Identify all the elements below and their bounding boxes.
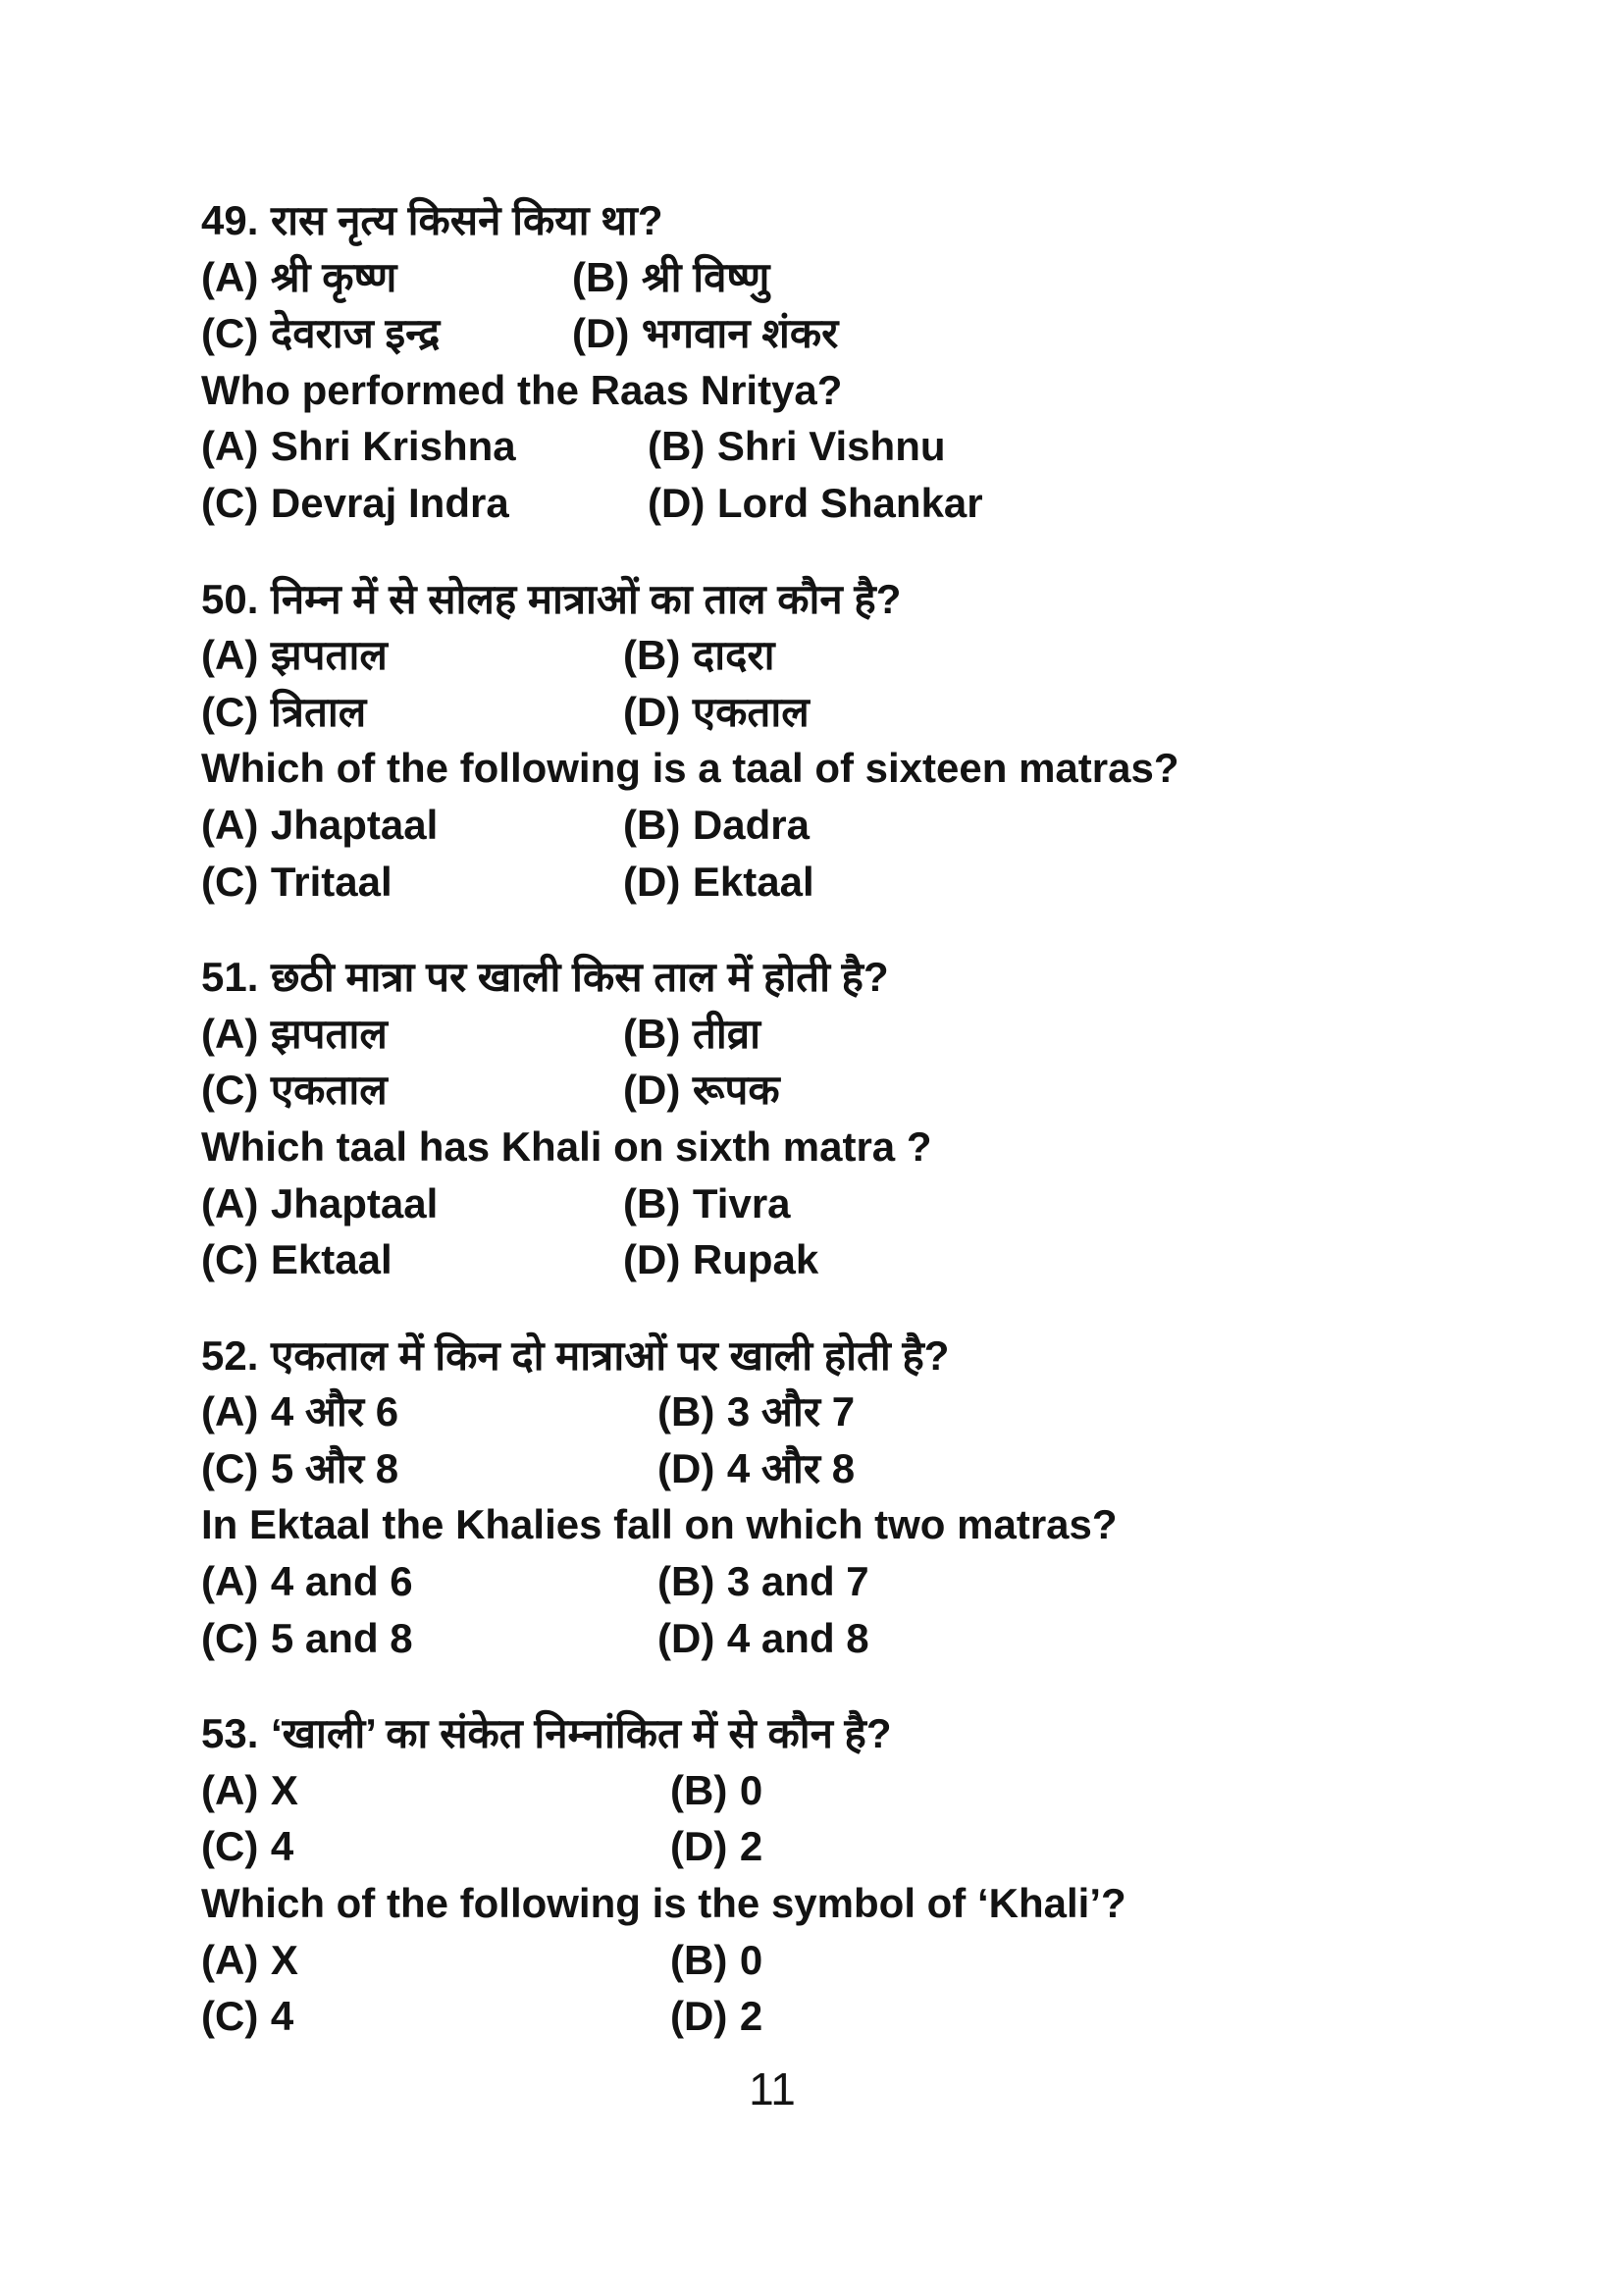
question-number: 49.: [201, 197, 259, 243]
options-row-english: [201, 1932, 1506, 1989]
option-key: (C): [201, 479, 259, 526]
option-b-english: [623, 797, 810, 854]
option-key: (C): [201, 310, 259, 357]
option-text: 3 and 7: [726, 1558, 869, 1605]
options-row-english: [201, 418, 1506, 475]
option-d-hindi: [623, 684, 810, 741]
option-key: (B): [572, 253, 630, 300]
option-text: 0: [739, 1936, 763, 1983]
option-key: (A): [201, 632, 259, 679]
option-key: (B): [623, 1179, 681, 1226]
option-text: 4: [270, 1823, 294, 1870]
options-row-english: [201, 797, 1506, 854]
question-text-hindi: ‘खाली’ का संकेत निम्नांकित में से कौन है?: [270, 1710, 892, 1757]
option-key: (B): [623, 1010, 681, 1057]
option-text: Tritaal: [270, 858, 392, 905]
option-key: (D): [623, 1067, 681, 1114]
option-key: (D): [648, 479, 706, 526]
option-text: देवराज इन्द्र: [270, 310, 441, 357]
option-key: (C): [201, 1067, 259, 1114]
options-row-hindi: [201, 684, 1506, 741]
question-heading-hindi: [201, 571, 1506, 628]
option-key: (A): [201, 1010, 259, 1057]
question-heading-english: In Ektaal the Khalies fall on which two matras?: [201, 1501, 1118, 1548]
option-key: (A): [201, 1388, 259, 1435]
option-text: Dadra: [692, 801, 810, 848]
option-d-english: [670, 1988, 762, 2045]
options-row-english: [201, 1175, 1506, 1232]
option-text: 4 और 6: [270, 1388, 399, 1435]
option-d-english: [623, 1231, 818, 1288]
option-key: (A): [201, 801, 259, 848]
question-block-50: [201, 571, 1506, 911]
option-b-hindi: [572, 249, 769, 306]
option-text: एकताल: [692, 688, 810, 735]
option-b-english: [670, 1932, 762, 1989]
question-heading-hindi: [201, 1328, 1506, 1384]
option-a-hindi: [201, 249, 572, 306]
options-row-hindi: [201, 1006, 1506, 1063]
options-row-english: [201, 475, 1506, 532]
option-c-hindi: [201, 1062, 623, 1119]
option-key: (C): [201, 688, 259, 735]
option-c-english: [201, 1231, 623, 1288]
option-key: (C): [201, 1444, 259, 1491]
option-text: भगवान शंकर: [641, 310, 839, 357]
option-d-hindi: [657, 1440, 855, 1497]
option-b-english: [623, 1175, 791, 1232]
option-key: (B): [623, 632, 681, 679]
option-a-hindi: [201, 1762, 670, 1819]
options-row-english: [201, 854, 1506, 911]
question-heading-english: Which taal has Khali on sixth matra ?: [201, 1122, 932, 1170]
option-key: (D): [623, 1236, 681, 1283]
options-row-hindi: [201, 1440, 1506, 1497]
option-text: Shri Krishna: [270, 423, 516, 470]
option-key: (C): [201, 1614, 259, 1661]
option-key: (A): [201, 1766, 259, 1813]
option-key: (B): [657, 1388, 715, 1435]
option-key: (A): [201, 1558, 259, 1605]
option-text: Ektaal: [692, 858, 814, 905]
question-block-51: [201, 949, 1506, 1288]
page-content: [201, 192, 1506, 2084]
option-c-hindi: [201, 1440, 657, 1497]
option-c-english: [201, 854, 623, 911]
options-row-english: [201, 1231, 1506, 1288]
option-key: (B): [648, 423, 706, 470]
question-text-hindi: एकताल में किन दो मात्राओं पर खाली होती है?: [270, 1331, 950, 1379]
option-text: 2: [739, 1823, 763, 1870]
option-key: (B): [623, 801, 681, 848]
option-text: 4 and 6: [270, 1558, 413, 1605]
options-row-hindi: [201, 249, 1506, 306]
option-text: झपताल: [270, 632, 388, 679]
question-heading-english: Which of the following is a taal of sixteen matras?: [201, 745, 1179, 792]
question-number: 50.: [201, 575, 259, 622]
option-text: 4 और 8: [726, 1444, 856, 1491]
option-text: झपताल: [270, 1010, 388, 1057]
option-c-english: [201, 1988, 670, 2045]
option-key: (B): [657, 1558, 715, 1605]
option-c-english: [201, 1610, 657, 1667]
option-text: Ektaal: [270, 1236, 392, 1283]
option-key: (B): [670, 1936, 728, 1983]
question-text-hindi: रास नृत्य किसने किया था?: [270, 197, 663, 243]
page-number: 11: [749, 2063, 796, 2114]
option-text: श्री कृष्ण: [270, 253, 397, 300]
option-a-english: [201, 1175, 623, 1232]
options-row-english: [201, 1988, 1506, 2045]
question-text-hindi: निम्न में से सोलह मात्राओं का ताल कौन है?: [270, 575, 902, 622]
option-a-english: [201, 1553, 657, 1610]
option-b-hindi: [623, 1006, 760, 1063]
option-key: (D): [623, 688, 681, 735]
option-text: 5 और 8: [270, 1444, 399, 1491]
options-row-hindi: [201, 305, 1506, 362]
option-key: (A): [201, 1936, 259, 1983]
question-block-52: [201, 1328, 1506, 1667]
option-text: दादरा: [692, 632, 775, 679]
option-text: 3 और 7: [726, 1388, 856, 1435]
question-heading-english: Who performed the Raas Nritya?: [201, 366, 843, 413]
option-b-hindi: [670, 1762, 762, 1819]
question-number: 53.: [201, 1710, 259, 1757]
option-key: (D): [670, 1823, 728, 1870]
question-heading-hindi: [201, 949, 1506, 1006]
question-heading-hindi: [201, 1705, 1506, 1762]
option-key: (D): [670, 1993, 728, 2040]
option-key: (A): [201, 423, 259, 470]
option-c-hindi: [201, 305, 572, 362]
option-text: 5 and 8: [270, 1614, 413, 1661]
option-key: (D): [623, 858, 681, 905]
question-text-hindi: छठी मात्रा पर खाली किस ताल में होती है?: [270, 954, 889, 1001]
question-block-49: [201, 192, 1506, 532]
option-a-hindi: [201, 1006, 623, 1063]
option-d-hindi: [670, 1818, 762, 1875]
option-text: श्री विष्णु: [641, 253, 770, 300]
question-block-53: [201, 1705, 1506, 2045]
option-text: 4: [270, 1993, 294, 2040]
option-c-hindi: [201, 684, 623, 741]
options-row-hindi: [201, 627, 1506, 684]
option-b-hindi: [623, 627, 774, 684]
options-row-hindi: [201, 1062, 1506, 1119]
option-key: (A): [201, 253, 259, 300]
option-a-english: [201, 797, 623, 854]
option-key: (D): [657, 1614, 715, 1661]
option-text: Tivra: [692, 1179, 791, 1226]
question-number: 52.: [201, 1331, 259, 1379]
option-key: (C): [201, 1236, 259, 1283]
option-d-hindi: [623, 1062, 780, 1119]
option-a-hindi: [201, 1383, 657, 1440]
option-b-hindi: [657, 1383, 855, 1440]
option-text: 4 and 8: [726, 1614, 869, 1661]
option-text: एकताल: [270, 1067, 388, 1114]
option-key: (C): [201, 1823, 259, 1870]
option-b-english: [657, 1553, 869, 1610]
option-key: (C): [201, 1993, 259, 2040]
option-key: (A): [201, 1179, 259, 1226]
option-text: Devraj Indra: [270, 479, 509, 526]
option-text: X: [270, 1766, 298, 1813]
option-text: Shri Vishnu: [716, 423, 946, 470]
option-a-english: [201, 1932, 670, 1989]
option-text: त्रिताल: [270, 688, 367, 735]
question-number: 51.: [201, 954, 259, 1001]
option-d-english: [657, 1610, 869, 1667]
option-text: Rupak: [692, 1236, 819, 1283]
option-key: (C): [201, 858, 259, 905]
options-row-hindi: [201, 1383, 1506, 1440]
option-a-english: [201, 418, 648, 475]
option-key: (D): [657, 1444, 715, 1491]
option-key: (D): [572, 310, 630, 357]
options-row-hindi: [201, 1818, 1506, 1875]
question-heading-hindi: [201, 192, 1506, 249]
option-text: Jhaptaal: [270, 1179, 439, 1226]
option-text: रूपक: [692, 1067, 780, 1114]
option-key: (B): [670, 1766, 728, 1813]
option-c-hindi: [201, 1818, 670, 1875]
option-text: 0: [739, 1766, 763, 1813]
option-a-hindi: [201, 627, 623, 684]
options-row-english: [201, 1610, 1506, 1667]
option-text: Jhaptaal: [270, 801, 439, 848]
option-text: X: [270, 1936, 298, 1983]
option-c-english: [201, 475, 648, 532]
option-text: 2: [739, 1993, 763, 2040]
options-row-english: [201, 1553, 1506, 1610]
option-text: Lord Shankar: [716, 479, 983, 526]
options-row-hindi: [201, 1762, 1506, 1819]
question-heading-english: Which of the following is the symbol of ‘Khali’?: [201, 1880, 1126, 1927]
option-d-english: [623, 854, 814, 911]
option-d-english: [648, 475, 983, 532]
option-text: तीव्रा: [692, 1010, 760, 1057]
option-b-english: [648, 418, 946, 475]
option-d-hindi: [572, 305, 838, 362]
